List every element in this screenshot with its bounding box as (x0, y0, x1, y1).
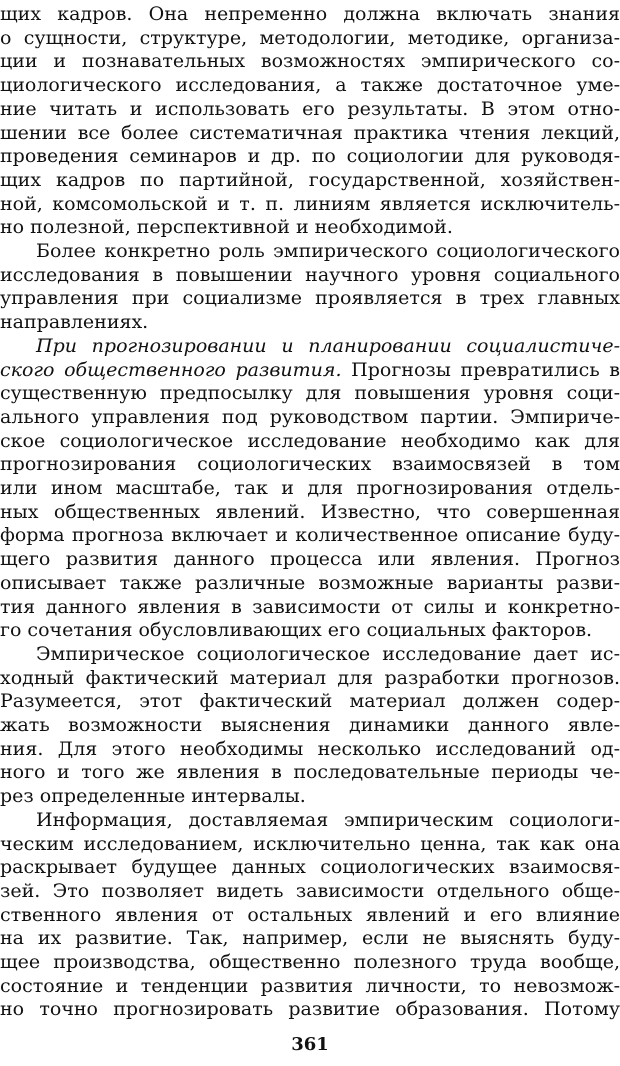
text-line (0, 784, 620, 808)
text-run: циологического исследования, а также достаточное уме- (0, 74, 620, 97)
text-line (0, 26, 620, 50)
text-run: ального управления под руководством партии. Эмпириче- (0, 405, 620, 428)
text-line (0, 286, 620, 310)
text-run: форма прогноза включает и количественное описание буду- (0, 524, 620, 547)
text-line (0, 618, 620, 642)
text-line (0, 760, 620, 784)
text-run: на их развитие. Так, например, если не выяснять буду- (0, 927, 620, 950)
text-line (0, 689, 620, 713)
text-run: жать возможности выяснения динамики данного явле- (0, 714, 620, 736)
text-run: ния. Для этого необходимы несколько исследований од- (0, 737, 620, 760)
text-run: но точно прогнозировать развитие образования. Потому (0, 998, 620, 1021)
text-line (0, 144, 620, 168)
text-run: направлениях. (0, 311, 149, 334)
text-line (0, 168, 620, 192)
text-run: ственного явления от остальных явлений и его влияние (0, 903, 620, 926)
text-run: о сущности, структуре, методологии, методике, организа- (0, 26, 620, 49)
text-run: Более конкретно роль эмпирического социологического (36, 240, 620, 262)
text-line (0, 310, 620, 334)
text-line (0, 452, 620, 476)
text-line (0, 547, 620, 571)
text-run: тия данного явления в зависимости от силы и конкретно- (0, 595, 620, 618)
text-line (0, 263, 620, 287)
text-line (0, 73, 620, 97)
text-line (0, 737, 620, 761)
text-run: рез определенные интервалы. (0, 785, 306, 808)
text-line (0, 974, 620, 998)
text-line (0, 903, 620, 927)
text-run: ции и познавательных возможностях эмпирического со- (0, 50, 620, 73)
text-line (0, 192, 620, 216)
text-line (0, 2, 620, 26)
text-line (0, 429, 620, 453)
text-run: щих кадров по партийной, государственной, хозяйствен- (0, 168, 620, 191)
text-run: шении все более систематичная практика чтения лекций, (0, 121, 620, 144)
text-run: ной, комсомольской и т. п. линиям является исключитель- (0, 192, 620, 215)
text-run: или ином масштабе, так и для прогнозирования отдель- (0, 477, 620, 499)
text-run: зей. Это позволяет видеть зависимости отдельного обще- (0, 879, 620, 902)
text-run: существенную предпосылку для повышения уровня соци- (0, 382, 620, 405)
text-line (0, 215, 620, 239)
text-line (0, 879, 620, 903)
text-line (0, 239, 620, 263)
text-run: щее производства, общественно полезного труда вообще, (0, 951, 620, 973)
text-run: ходный фактический материал для разработки прогнозов. (0, 666, 620, 689)
text-line (0, 595, 620, 619)
text-line (0, 523, 620, 547)
text-run: описывает также различные возможные варианты разви- (0, 571, 620, 594)
text-line (0, 49, 620, 73)
text-line (0, 666, 620, 690)
italic-run: При прогнозировании и планировании социалистиче- (36, 334, 620, 357)
text-line (0, 500, 620, 524)
text-run: управления при социализме проявляется в трех главных (0, 287, 620, 310)
text-line (0, 381, 620, 405)
text-run: исследования в повышении научного уровня социального (0, 263, 620, 286)
text-line (0, 121, 620, 145)
text-line (0, 642, 620, 666)
italic-run: ского общественного развития. (0, 358, 342, 381)
text-line (0, 855, 620, 879)
text-line (0, 405, 620, 429)
text-line (0, 571, 620, 595)
text-line (0, 713, 620, 737)
text-run: ческим исследованием, исключительно ценна, так как она (0, 832, 620, 855)
text-line (0, 358, 620, 382)
text-line (0, 926, 620, 950)
text-run: Прогнозы превратились в (341, 358, 620, 381)
text-line (0, 950, 620, 974)
text-run: ние читать и использовать его результаты. В этом отно- (0, 97, 620, 120)
text-line (0, 832, 620, 856)
text-run: щего развития данного процесса или явления. Прогноз (0, 548, 620, 571)
text-run: прогнозирования социологических взаимосвязей в том (0, 453, 620, 476)
text-line (0, 334, 620, 358)
text-run: Разумеется, этот фактический материал должен содер- (0, 690, 620, 713)
text-run: ское социологическое исследование необходимо как для (0, 429, 620, 452)
text-line (0, 476, 620, 500)
text-run: состояние и тенденции развития личности, то невозмож- (0, 974, 620, 997)
text-run: ного и того же явления в последовательные периоды че- (0, 761, 620, 784)
text-run: Информация, доставляемая эмпирическим социологи- (36, 808, 620, 831)
text-run: проведения семинаров и др. по социологии для руководя- (0, 145, 620, 168)
text-run: раскрывает будущее данных социологических взаимосвя- (0, 856, 620, 879)
text-line (0, 997, 620, 1021)
text-run: Эмпирическое социологическое исследование дает ис- (36, 642, 620, 665)
text-run: го сочетания обусловливающих его социальных факторов. (0, 619, 593, 642)
text-run: но полезной, перспективной и необходимой. (0, 216, 453, 239)
page-number: 361 (291, 1034, 329, 1055)
text-line (0, 808, 620, 832)
text-run: ных общественных явлений. Известно, что совершенная (0, 500, 620, 523)
text-run: щих кадров. Она непременно должна включать знания (0, 3, 620, 25)
text-line (0, 97, 620, 121)
